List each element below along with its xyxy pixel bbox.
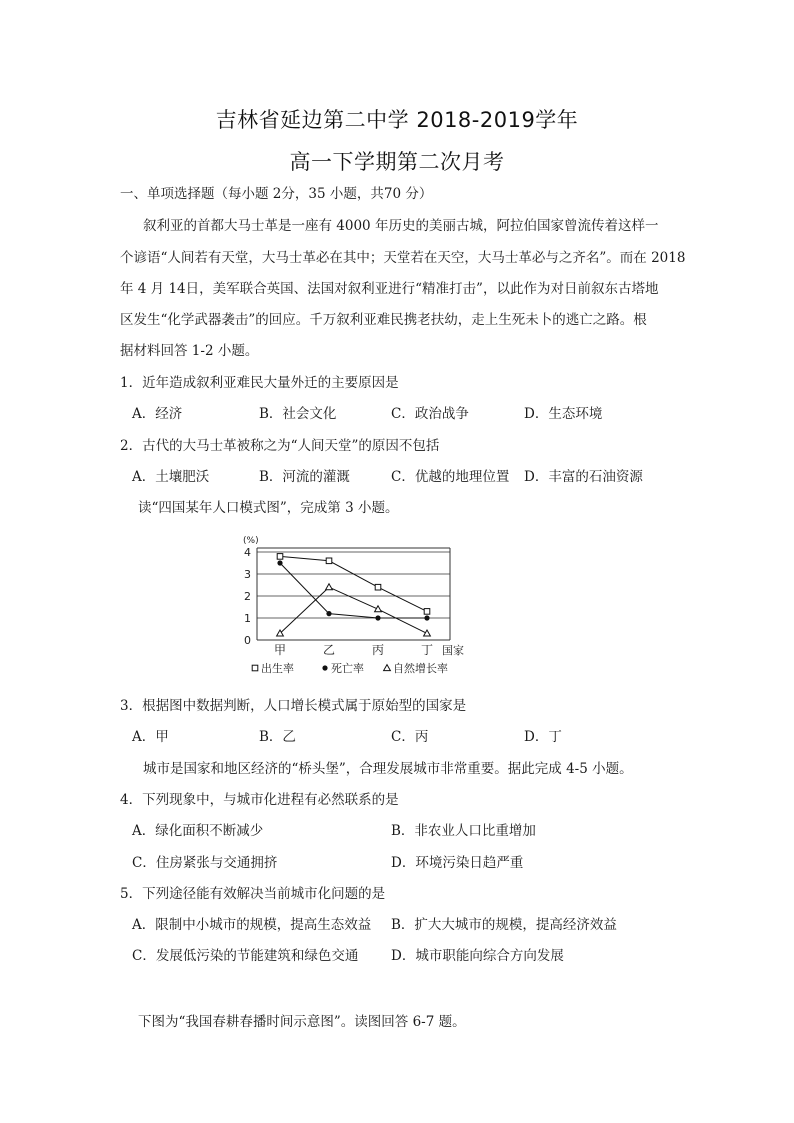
question-4-option-c: C．住房紧张与交通拥挤 bbox=[132, 855, 278, 871]
y-tick-label: 1 bbox=[244, 612, 251, 625]
y-tick-label: 0 bbox=[244, 634, 251, 647]
y-tick-label: 4 bbox=[244, 546, 251, 559]
question-2-option-d: D．丰富的石油资源 bbox=[524, 469, 643, 485]
question-5-stem: 5．下列途径能有效解决当前城市化问题的是 bbox=[120, 886, 386, 902]
legend-marker bbox=[322, 665, 327, 670]
x-tick-label: 甲 bbox=[273, 643, 287, 657]
legend-label: 自然增长率 bbox=[393, 662, 448, 675]
question-3-stem: 3．根据图中数据判断，人口增长模式属于原始型的国家是 bbox=[120, 698, 467, 714]
x-tick-label: 丁 bbox=[420, 643, 434, 657]
legend-label: 死亡率 bbox=[331, 662, 364, 675]
death-rate-point bbox=[326, 611, 331, 616]
natural-growth-line bbox=[280, 587, 427, 633]
y-tick-label: 3 bbox=[244, 568, 251, 581]
passage2: 城市是国家和地区经济的“桥头堡”，合理发展城市非常重要。据此完成 4-5 小题。 bbox=[143, 761, 633, 777]
chart-intro: 读“四国某年人口模式图”，完成第 3 小题。 bbox=[138, 500, 399, 516]
death-rate-point bbox=[424, 615, 429, 620]
population-model-chart bbox=[225, 532, 495, 682]
question-1-option-b: B．社会文化 bbox=[259, 406, 337, 422]
chart-series bbox=[277, 554, 431, 636]
passage1-line: 年 4 月 14日，美军联合英国、法国对叙利亚进行“精准打击”，以此作为对日前叙东古塔地 bbox=[120, 281, 659, 297]
passage1-line: 区发生“化学武器袭击”的回应。千万叙利亚难民携老扶幼，走上生死未卜的逃亡之路。根 bbox=[120, 312, 647, 328]
question-2-option-b: B．河流的灌溉 bbox=[259, 469, 350, 485]
section-heading: 一、单项选择题（每小题 2分，35 小题，共70 分） bbox=[120, 186, 433, 202]
birth-rate-point bbox=[424, 609, 430, 615]
question-2-option-c: C．优越的地理位置 bbox=[391, 469, 510, 485]
exam-title-line2: 高一下学期第二次月考 bbox=[289, 150, 505, 174]
legend-marker bbox=[384, 665, 391, 671]
death-rate-point bbox=[277, 560, 282, 565]
chart-legend bbox=[252, 661, 448, 675]
x-axis-label: 国家 bbox=[442, 644, 464, 657]
question-1-option-a: A．经济 bbox=[132, 406, 183, 422]
birth-rate-line bbox=[280, 556, 427, 611]
passage3: 下图为“我国春耕春播时间示意图”。读图回答 6-7 题。 bbox=[138, 1014, 466, 1030]
question-5-option-c: C．发展低污染的节能建筑和绿色交通 bbox=[132, 948, 359, 964]
chart-labels bbox=[243, 536, 464, 657]
question-4-option-d: D．环境污染日趋严重 bbox=[391, 855, 524, 871]
exam-title-line1: 吉林省延边第二中学 2018-2019学年 bbox=[215, 108, 579, 132]
legend-label: 出生率 bbox=[261, 662, 294, 675]
y-unit-label: (%) bbox=[243, 536, 259, 546]
question-3-option-b: B．乙 bbox=[259, 729, 296, 745]
birth-rate-point bbox=[375, 584, 381, 590]
natural-growth-point bbox=[375, 606, 382, 612]
legend-marker bbox=[252, 665, 258, 671]
birth-rate-point bbox=[326, 558, 332, 564]
question-2-stem: 2．古代的大马士革被称之为“人间天堂”的原因不包括 bbox=[120, 438, 440, 454]
birth-rate-point bbox=[277, 554, 283, 560]
question-3-option-c: C．丙 bbox=[391, 729, 429, 745]
question-3-option-d: D．丁 bbox=[524, 729, 562, 745]
chart-axes bbox=[257, 548, 450, 640]
passage1-line: 个谚语“人间若有天堂，大马士革必在其中；天堂若在天空，大马士革必与之齐名”。而在 2018 bbox=[120, 250, 686, 266]
x-tick-label: 乙 bbox=[322, 643, 336, 657]
y-tick-label: 2 bbox=[244, 590, 251, 603]
question-4-option-b: B．非农业人口比重增加 bbox=[391, 823, 536, 839]
natural-growth-point bbox=[424, 630, 431, 636]
question-3-option-a: A．甲 bbox=[132, 729, 169, 745]
death-rate-line bbox=[280, 563, 427, 618]
x-tick-label: 丙 bbox=[371, 643, 385, 657]
question-1-stem: 1．近年造成叙利亚难民大量外迁的主要原因是 bbox=[120, 375, 399, 391]
question-5-option-b: B．扩大大城市的规模，提高经济效益 bbox=[391, 917, 617, 933]
death-rate-point bbox=[375, 615, 380, 620]
question-4-option-a: A．绿化面积不断减少 bbox=[132, 823, 264, 839]
question-1-option-c: C．政治战争 bbox=[391, 406, 469, 422]
question-1-option-d: D．生态环境 bbox=[524, 406, 603, 422]
passage1-line: 叙利亚的首都大马士革是一座有 4000 年历史的美丽古城，阿拉伯国家曾流传着这样一 bbox=[143, 218, 659, 234]
passage1-line: 据材料回答 1-2 小题。 bbox=[120, 343, 259, 359]
question-2-option-a: A．土壤肥沃 bbox=[132, 469, 210, 485]
natural-growth-point bbox=[326, 584, 333, 590]
question-4-stem: 4．下列现象中，与城市化进程有必然联系的是 bbox=[120, 792, 399, 808]
question-5-option-d: D．城市职能向综合方向发展 bbox=[391, 948, 564, 964]
question-5-option-a: A．限制中小城市的规模，提高生态效益 bbox=[132, 917, 372, 933]
